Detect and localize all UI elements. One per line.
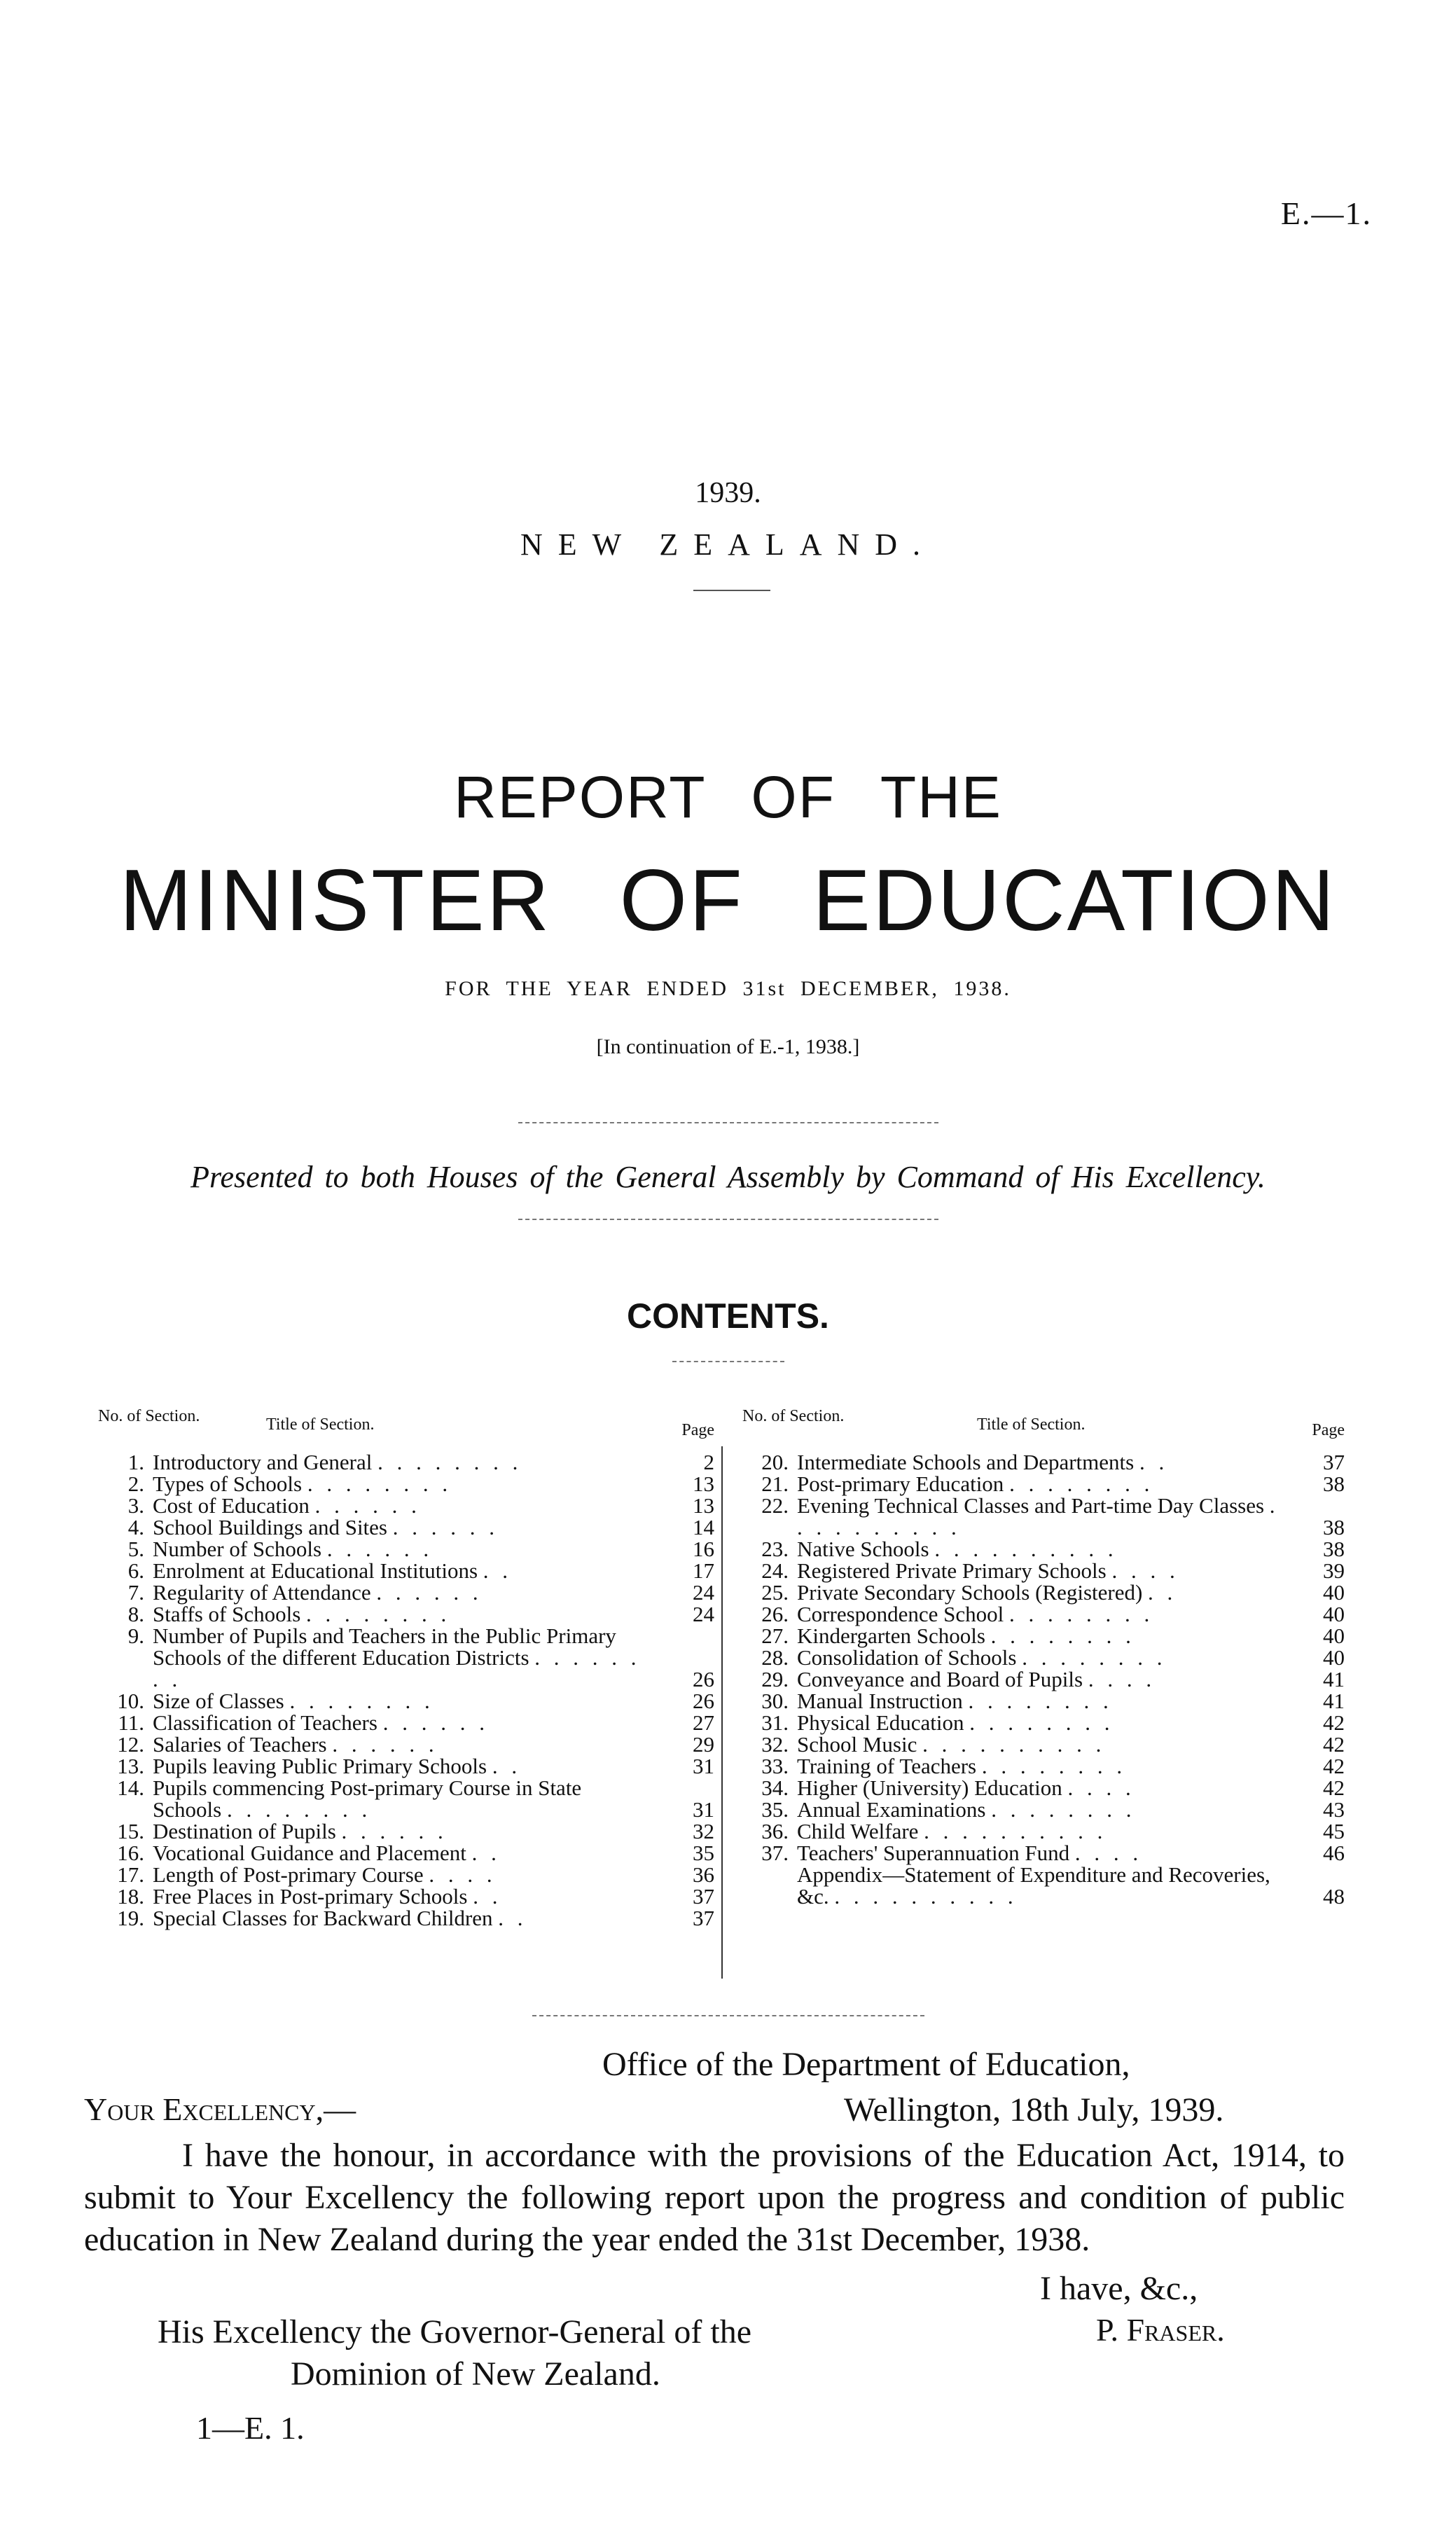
page-number: 32 xyxy=(693,1819,714,1843)
dot-leaders: . . xyxy=(1148,1580,1177,1605)
page-number: 26 xyxy=(693,1689,714,1713)
dot-leaders: . . xyxy=(473,1884,502,1909)
section-title xyxy=(153,1538,650,1560)
section-number: 35. xyxy=(761,1797,789,1822)
section-title-text: Evening Technical Classes and Part-time Day Classes xyxy=(797,1493,1265,1518)
section-number: 16. xyxy=(117,1841,144,1865)
section-title-text: Kindergarten Schools xyxy=(797,1623,985,1648)
contents-entry xyxy=(98,1885,714,1907)
section-title xyxy=(153,1842,650,1864)
page-number: 16 xyxy=(693,1537,714,1561)
section-title xyxy=(797,1451,1280,1473)
section-title-text: Higher (University) Education xyxy=(797,1775,1062,1800)
contents-entry xyxy=(742,1733,1345,1755)
divider xyxy=(518,1122,938,1123)
section-number: 37. xyxy=(761,1841,789,1865)
section-number: 7. xyxy=(127,1580,144,1605)
divider xyxy=(518,1219,938,1220)
contents-entry xyxy=(742,1647,1345,1668)
contents-entry xyxy=(98,1560,714,1581)
contents-entry xyxy=(98,1733,714,1755)
page-number: 42 xyxy=(1323,1775,1345,1800)
section-number: 15. xyxy=(117,1819,144,1843)
section-title-text: Registered Private Primary Schools xyxy=(797,1558,1107,1583)
dot-leaders: . . xyxy=(492,1754,522,1778)
dot-leaders: . . . . . . . . xyxy=(289,1689,434,1713)
dot-leaders: . . . . . . xyxy=(382,1710,489,1735)
footer-reference: 1—E. 1. xyxy=(196,2410,305,2446)
contents-left-column xyxy=(98,1408,714,1929)
dot-leaders: . . . . . . xyxy=(326,1537,434,1561)
section-title xyxy=(153,1733,650,1755)
section-title xyxy=(797,1712,1280,1733)
section-title xyxy=(153,1560,650,1581)
contents-entry xyxy=(98,1603,714,1625)
page-number: 35 xyxy=(693,1841,714,1865)
addressee xyxy=(158,2311,751,2395)
section-title xyxy=(153,1625,650,1690)
section-number: 10. xyxy=(117,1689,144,1713)
section-title-header: Title of Section. xyxy=(266,1415,375,1434)
section-title xyxy=(153,1451,650,1473)
dot-leaders: . . . . . . xyxy=(392,1515,499,1539)
contents-entry xyxy=(98,1625,714,1690)
page-number: 38 xyxy=(1323,1515,1345,1539)
document-reference: E.—1. xyxy=(1280,195,1372,231)
contents-entry xyxy=(98,1538,714,1560)
letter-body xyxy=(84,2135,1345,2261)
section-title-text: Introductory and General xyxy=(153,1450,373,1474)
section-title-text: Enrolment at Educational Institutions xyxy=(153,1558,478,1583)
contents-entry xyxy=(742,1495,1345,1538)
section-title xyxy=(153,1690,650,1712)
section-number: 30. xyxy=(761,1689,789,1713)
section-title-text: Special Classes for Backward Children xyxy=(153,1906,493,1930)
dot-leaders: . . . . xyxy=(1088,1667,1156,1691)
contents-entry xyxy=(742,1799,1345,1820)
page-number: 42 xyxy=(1323,1732,1345,1757)
contents-entry xyxy=(742,1473,1345,1495)
section-title-text: Classification of Teachers xyxy=(153,1710,377,1735)
section-number: 17. xyxy=(117,1862,144,1887)
section-title xyxy=(797,1581,1280,1603)
section-number: 34. xyxy=(761,1775,789,1800)
report-year: 1939. xyxy=(695,477,761,509)
section-number: 22. xyxy=(761,1493,789,1518)
page-number: 43 xyxy=(1323,1797,1345,1822)
page-number: 46 xyxy=(1323,1841,1345,1865)
page-number: 40 xyxy=(1323,1645,1345,1670)
country-heading: NEW ZEALAND. xyxy=(520,527,936,562)
section-title-text: Private Secondary Schools (Registered) xyxy=(797,1580,1143,1605)
contents-entry xyxy=(742,1560,1345,1581)
dot-leaders: . . . . xyxy=(429,1862,497,1887)
contents-column-header xyxy=(98,1408,714,1451)
section-title xyxy=(797,1603,1280,1625)
dot-leaders: . . . . . . . . . . xyxy=(924,1819,1107,1843)
contents-entry xyxy=(98,1864,714,1885)
salutation: Your Excellency,— xyxy=(84,2091,356,2127)
page-number: 31 xyxy=(693,1797,714,1822)
title-line-1: REPORT OF THE xyxy=(454,764,1002,830)
section-title-text: Length of Post-primary Course xyxy=(153,1862,424,1887)
contents-left-rows xyxy=(98,1451,714,1929)
section-title-text: Free Places in Post-primary Schools xyxy=(153,1884,468,1909)
section-title-text: Pupils leaving Public Primary Schools xyxy=(153,1754,487,1778)
section-title xyxy=(797,1538,1280,1560)
section-number: 33. xyxy=(761,1754,789,1778)
page-number: 37 xyxy=(693,1884,714,1909)
presented-line: Presented to both Houses of the General Assembly by Command of His Excellency. xyxy=(190,1160,1266,1194)
section-title-text: School Buildings and Sites xyxy=(153,1515,387,1539)
dot-leaders: . . . . . . xyxy=(314,1493,421,1518)
page-number: 26 xyxy=(693,1667,714,1691)
section-number: 24. xyxy=(761,1558,789,1583)
page-number: 14 xyxy=(693,1515,714,1539)
page-number: 40 xyxy=(1323,1580,1345,1605)
dot-leaders: . . . . xyxy=(1074,1841,1143,1865)
contents-column-header xyxy=(742,1408,1345,1451)
section-title-text: Consolidation of Schools xyxy=(797,1645,1017,1670)
section-title xyxy=(153,1581,650,1603)
section-number: 23. xyxy=(761,1537,789,1561)
contents-entry xyxy=(742,1777,1345,1799)
page-number: 24 xyxy=(693,1602,714,1626)
column-divider xyxy=(721,1446,723,1979)
section-title-header: Title of Section. xyxy=(977,1415,1086,1434)
section-number: 14. xyxy=(117,1775,144,1800)
contents-right-rows xyxy=(742,1451,1345,1907)
section-title-text: Types of Schools xyxy=(153,1472,303,1496)
contents-entry xyxy=(98,1820,714,1842)
section-number: 13. xyxy=(117,1754,144,1778)
section-title-text: Manual Instruction xyxy=(797,1689,963,1713)
dot-leaders: . . . . . . . . xyxy=(990,1623,1135,1648)
section-title-text: Number of Schools xyxy=(153,1537,322,1561)
page-number: 27 xyxy=(693,1710,714,1735)
dot-leaders: . . . . . . . . . . xyxy=(934,1537,1118,1561)
page-number: 13 xyxy=(693,1493,714,1518)
section-number: 5. xyxy=(127,1537,144,1561)
section-title-text: Number of Pupils and Teachers in the Public Primary Schools of the different Education Districts xyxy=(153,1623,616,1670)
section-title xyxy=(153,1864,650,1885)
section-title-text: Appendix—Statement of Expenditure and Recoveries, &c. xyxy=(797,1862,1270,1909)
section-number: 1. xyxy=(127,1450,144,1474)
dot-leaders: . . . . . . . . xyxy=(153,1645,641,1691)
section-title-text: Conveyance and Board of Pupils xyxy=(797,1667,1083,1691)
section-title xyxy=(153,1885,650,1907)
page-number: 24 xyxy=(693,1580,714,1605)
section-number: 9. xyxy=(127,1623,144,1648)
section-title xyxy=(797,1842,1280,1864)
section-number: 36. xyxy=(761,1819,789,1843)
section-title xyxy=(153,1755,650,1777)
section-title xyxy=(797,1733,1280,1755)
section-title-text: Cost of Education xyxy=(153,1493,310,1518)
page-number: 29 xyxy=(693,1732,714,1757)
section-number: 26. xyxy=(761,1602,789,1626)
section-number: 19. xyxy=(117,1906,144,1930)
section-title xyxy=(797,1473,1280,1495)
dot-leaders: . . xyxy=(1139,1450,1169,1474)
section-title-text: Pupils commencing Post-primary Course in State Schools xyxy=(153,1775,582,1822)
section-number: 27. xyxy=(761,1623,789,1648)
dot-leaders: . . . . . . . . xyxy=(306,1602,451,1626)
contents-right-column xyxy=(742,1408,1345,1907)
contents-entry xyxy=(742,1668,1345,1690)
section-title-text: Salaries of Teachers xyxy=(153,1732,327,1757)
office-line: Office of the Department of Education, xyxy=(602,2046,1130,2083)
contents-entry xyxy=(98,1907,714,1929)
contents-entry xyxy=(742,1712,1345,1733)
contents-entry xyxy=(742,1820,1345,1842)
dot-leaders: . . . . . . xyxy=(332,1732,438,1757)
section-title xyxy=(797,1777,1280,1799)
continuation-note: [In continuation of E.-1, 1938.] xyxy=(596,1035,860,1058)
dot-leaders: . . . . . . . . . . xyxy=(797,1493,1280,1539)
dot-leaders: . . . . . . xyxy=(376,1580,483,1605)
contents-entry xyxy=(98,1690,714,1712)
section-title xyxy=(797,1668,1280,1690)
dot-leaders: . . . . . . . . xyxy=(968,1689,1113,1713)
dot-leaders: . . . . xyxy=(1111,1558,1179,1583)
section-title xyxy=(797,1647,1280,1668)
section-title xyxy=(153,1712,650,1733)
contents-entry xyxy=(98,1451,714,1473)
contents-entry xyxy=(742,1603,1345,1625)
dot-leaders: . . xyxy=(471,1841,501,1865)
closing: I have, &c., xyxy=(1040,2270,1198,2307)
contents-entry xyxy=(98,1842,714,1864)
section-title-text: Intermediate Schools and Departments xyxy=(797,1450,1135,1474)
section-number-header: No. of Section. xyxy=(742,1407,845,1425)
section-title-text: Size of Classes xyxy=(153,1689,284,1713)
section-number: 25. xyxy=(761,1580,789,1605)
dot-leaders: . . . . . . . . xyxy=(1022,1645,1167,1670)
section-title-text: Regularity of Attendance xyxy=(153,1580,371,1605)
dot-leaders: . . . . . . . . xyxy=(1009,1602,1154,1626)
section-title-text: School Music xyxy=(797,1732,917,1757)
section-number: 3. xyxy=(127,1493,144,1518)
section-number: 2. xyxy=(127,1472,144,1496)
page-number: 38 xyxy=(1323,1472,1345,1496)
section-number: 29. xyxy=(761,1667,789,1691)
section-number: 4. xyxy=(127,1515,144,1539)
section-title-text: Training of Teachers xyxy=(797,1754,977,1778)
page-header: Page xyxy=(1312,1421,1345,1439)
dot-leaders: . . . . . . . . xyxy=(969,1710,1114,1735)
year-ended-line: FOR THE YEAR ENDED 31st DECEMBER, 1938. xyxy=(445,977,1011,1000)
section-title xyxy=(153,1495,650,1516)
addressee-line-1: His Excellency the Governor-General of the xyxy=(158,2313,752,2350)
contents-entry xyxy=(742,1755,1345,1777)
section-title xyxy=(797,1799,1280,1820)
contents-entry xyxy=(98,1495,714,1516)
section-title-text: Native Schools xyxy=(797,1537,929,1561)
section-number-header: No. of Section. xyxy=(98,1407,200,1425)
contents-entry xyxy=(742,1451,1345,1473)
page-number: 37 xyxy=(1323,1450,1345,1474)
dot-leaders: . . . . . . . . xyxy=(226,1797,372,1822)
contents-entry xyxy=(98,1777,714,1820)
section-title xyxy=(797,1755,1280,1777)
contents-entry xyxy=(98,1473,714,1495)
dot-leaders: . . . . . . xyxy=(341,1819,448,1843)
page-number: 36 xyxy=(693,1862,714,1887)
section-title-text: Post-primary Education xyxy=(797,1472,1004,1496)
contents-entry xyxy=(98,1516,714,1538)
place-date: Wellington, 18th July, 1939. xyxy=(844,2091,1224,2128)
section-title xyxy=(797,1495,1280,1538)
section-number: 12. xyxy=(117,1732,144,1757)
contents-entry xyxy=(742,1538,1345,1560)
section-title xyxy=(153,1473,650,1495)
section-number: 11. xyxy=(118,1710,144,1735)
page-number: 41 xyxy=(1323,1667,1345,1691)
page-number: 31 xyxy=(693,1754,714,1778)
section-number: 18. xyxy=(117,1884,144,1909)
page-number: 37 xyxy=(693,1906,714,1930)
dot-leaders: . . . . . . . . xyxy=(1009,1472,1154,1496)
page-number: 40 xyxy=(1323,1602,1345,1626)
page-number: 42 xyxy=(1323,1754,1345,1778)
section-number: 20. xyxy=(761,1450,789,1474)
section-title xyxy=(153,1603,650,1625)
dot-leaders: . . . . . . . . . . xyxy=(922,1732,1106,1757)
contents-entry xyxy=(98,1712,714,1733)
dot-leaders: . . . . . . . . xyxy=(307,1472,452,1496)
page-number: 42 xyxy=(1323,1710,1345,1735)
addressee-line-2: Dominion of New Zealand. xyxy=(291,2355,660,2393)
section-title xyxy=(153,1516,650,1538)
contents-entry xyxy=(742,1842,1345,1864)
section-title xyxy=(797,1625,1280,1647)
section-title-text: Child Welfare xyxy=(797,1819,919,1843)
section-title-text: Physical Education xyxy=(797,1710,964,1735)
divider xyxy=(532,2015,924,2016)
page-number: 41 xyxy=(1323,1689,1345,1713)
section-title xyxy=(153,1777,650,1820)
page-number: 13 xyxy=(693,1472,714,1496)
contents-entry xyxy=(98,1581,714,1603)
page-number: 40 xyxy=(1323,1623,1345,1648)
section-number: 21. xyxy=(761,1472,789,1496)
section-title xyxy=(797,1820,1280,1842)
page-number: 17 xyxy=(693,1558,714,1583)
section-title xyxy=(153,1820,650,1842)
section-title-text: Correspondence School xyxy=(797,1602,1004,1626)
section-title-text: Destination of Pupils xyxy=(153,1819,336,1843)
dot-leaders: . . xyxy=(483,1558,513,1583)
section-number: 6. xyxy=(127,1558,144,1583)
contents-entry xyxy=(742,1864,1345,1907)
divider xyxy=(672,1361,784,1362)
section-title xyxy=(797,1864,1280,1907)
dot-leaders: . . xyxy=(498,1906,527,1930)
section-number: 31. xyxy=(761,1710,789,1735)
divider xyxy=(693,590,770,591)
page-number: 48 xyxy=(1323,1884,1345,1909)
section-number: 8. xyxy=(127,1602,144,1626)
contents-heading: CONTENTS. xyxy=(627,1296,829,1336)
signer: P. Fraser. xyxy=(1096,2312,1225,2348)
page-number: 45 xyxy=(1323,1819,1345,1843)
page-number: 39 xyxy=(1323,1558,1345,1583)
contents-entry xyxy=(742,1690,1345,1712)
section-title-text: Vocational Guidance and Placement xyxy=(153,1841,466,1865)
dot-leaders: . . . . . . . . xyxy=(991,1797,1136,1822)
dot-leaders: . . . . . . . . xyxy=(981,1754,1127,1778)
section-title xyxy=(797,1560,1280,1581)
section-number: 32. xyxy=(761,1732,789,1757)
dot-leaders: . . . . . . . . . . xyxy=(834,1884,1018,1909)
contents-entry xyxy=(742,1581,1345,1603)
dot-leaders: . . . . . . . . xyxy=(377,1450,522,1474)
section-title xyxy=(153,1907,650,1929)
section-title-text: Teachers' Superannuation Fund xyxy=(797,1841,1070,1865)
section-number: 28. xyxy=(761,1645,789,1670)
letter-body-text: I have the honour, in accordance with the provisions of the Education Act, 1914, to submit to Your Excellency the following report upon the progress and condition of public education in New Zealand during the year ended the 31st December, 1938. xyxy=(84,2137,1345,2258)
title-line-2: MINISTER OF EDUCATION xyxy=(119,852,1337,949)
page-number: 38 xyxy=(1323,1537,1345,1561)
section-title-text: Staffs of Schools xyxy=(153,1602,301,1626)
contents-entry xyxy=(98,1755,714,1777)
section-title xyxy=(797,1690,1280,1712)
contents-entry xyxy=(742,1625,1345,1647)
page-header: Page xyxy=(681,1421,714,1439)
page-number: 2 xyxy=(703,1450,714,1474)
dot-leaders: . . . . xyxy=(1067,1775,1135,1800)
section-title-text: Annual Examinations xyxy=(797,1797,986,1822)
